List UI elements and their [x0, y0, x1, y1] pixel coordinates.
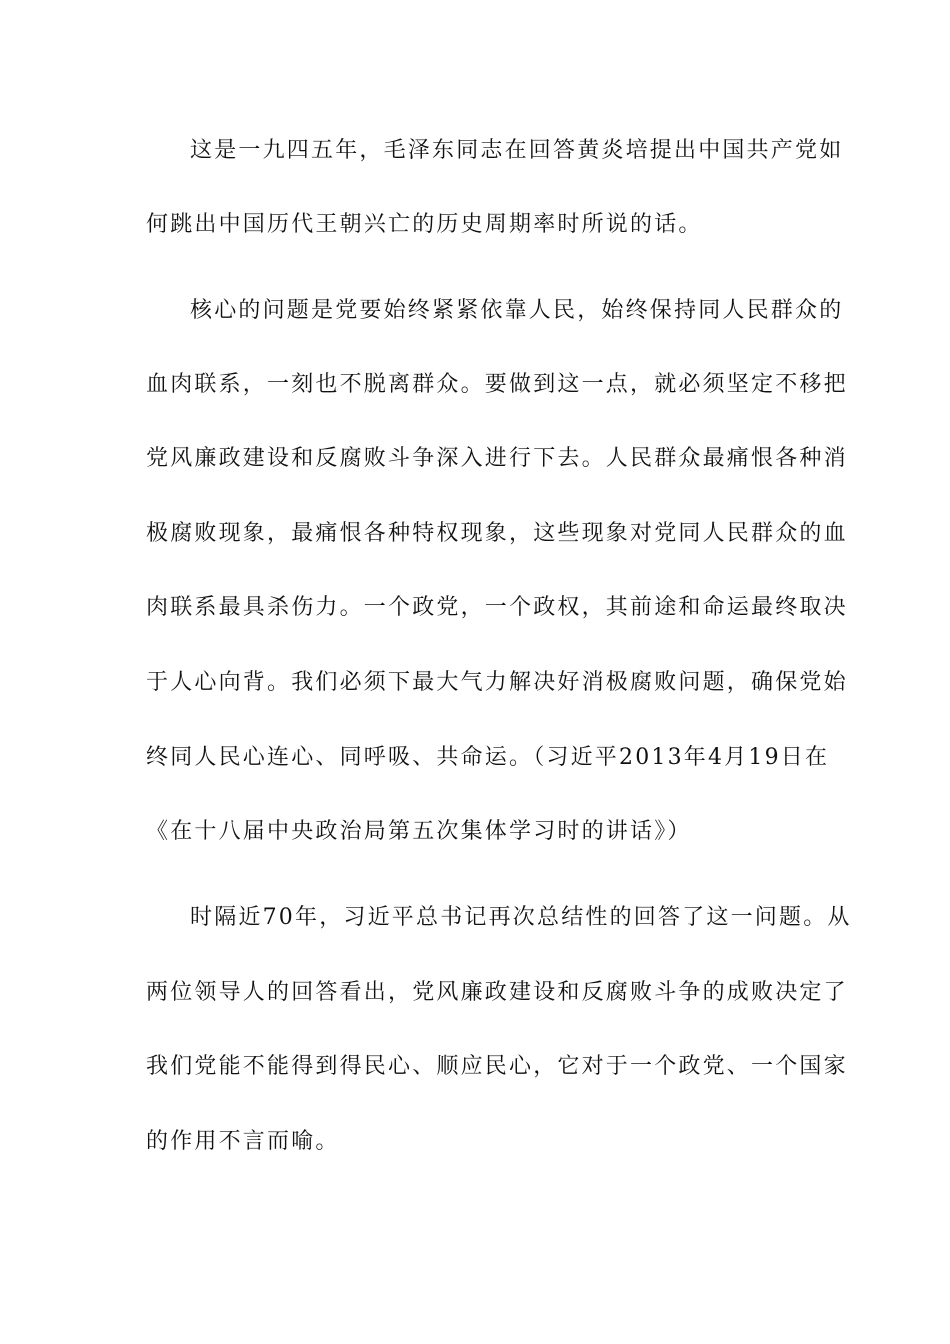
- paragraph-2-line-8: 《在十八届中央政治局第五次集体学习时的讲话》）: [146, 819, 692, 844]
- paragraph-3-line-2: 两位领导人的回答看出，党风廉政建设和反腐败斗争的成败决定了: [146, 980, 848, 1005]
- paragraph-2-line-6: 于人心向背。我们必须下最大气力解决好消极腐败问题，确保党始: [146, 670, 848, 695]
- paragraph-2-line-4: 极腐败现象，最痛恨各种特权现象，这些现象对党同人民群众的血: [146, 521, 848, 546]
- paragraph-3-line-1: 时隔近70年，习近平总书记再次总结性的回答了这一问题。从: [190, 905, 852, 930]
- paragraph-2-line-5: 肉联系最具杀伤力。一个政党，一个政权，其前途和命运最终取决: [146, 595, 848, 620]
- paragraph-3-line-3: 我们党能不能得到得民心、顺应民心，它对于一个政党、一个国家: [146, 1054, 848, 1079]
- paragraph-2-line-1: 核心的问题是党要始终紧紧依靠人民，始终保持同人民群众的: [190, 298, 844, 323]
- paragraph-2-line-2: 血肉联系，一刻也不脱离群众。要做到这一点，就必须坚定不移把: [146, 372, 848, 397]
- paragraph-2-line-7: 终同人民心连心、同呼吸、共命运。（习近平2013年4月19日在: [146, 745, 830, 770]
- paragraph-1-line-2: 何跳出中国历代王朝兴亡的历史周期率时所说的话。: [146, 212, 703, 237]
- paragraph-2-line-3: 党风廉政建设和反腐败斗争深入进行下去。人民群众最痛恨各种消: [146, 446, 848, 471]
- paragraph-1-line-1: 这是一九四五年，毛泽东同志在回答黄炎培提出中国共产党如: [190, 138, 844, 163]
- paragraph-3-line-4: 的作用不言而喻。: [146, 1129, 340, 1154]
